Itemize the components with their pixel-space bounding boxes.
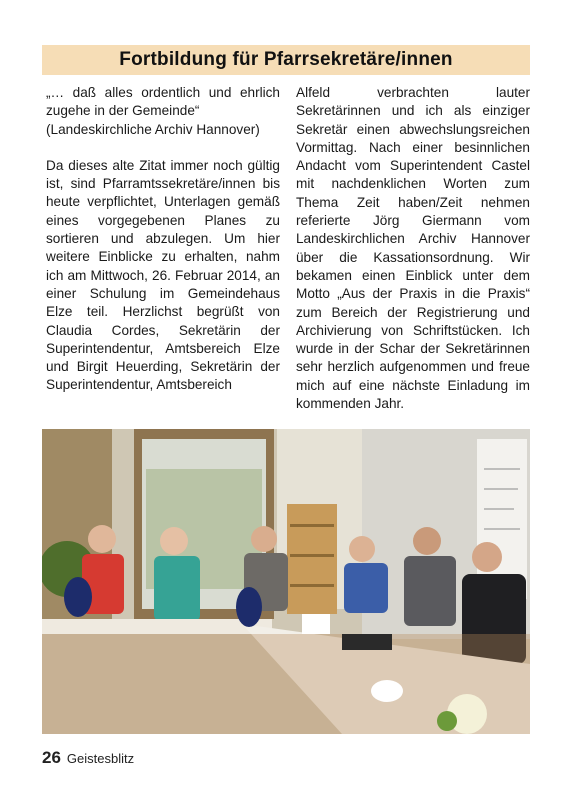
meeting-photo	[42, 429, 530, 734]
title-bar	[42, 45, 530, 75]
page-footer	[42, 748, 134, 768]
article-body-left: Da dieses alte Zitat immer noch gültig ist, sind Pfarramtssekretäre/innen bis heute verpflichtet, Unterlagen gemäß eines vorgegebenen Planes zu sortieren und abzulegen. Um hier weitere Einblicke zu erhalten, nahm ich am Mittwoch, 26. Februar 2014, an einer Schulung im Gemeindehaus Elze teil. Herzlichst begrüßt von Claudia Cordes, Sekretärin der Superintendentur, Amtsbereich Elze und Birgit Heuerding, Sekretärin der Superintendentur, Amtsbereich	[46, 157, 280, 393]
page-number: 26	[42, 748, 61, 767]
article-body-right: Alfeld verbrachten lauter Sekretärinnen und ich als einziger Sekretär einen abwechslungsreichen Vormittag. Nach einer besinnlichen Andacht vom Superintendent Castel mit nachdenklichen Worten zum Thema Zeit haben/Zeit nehmen referierte Jörg Giermann vom Landeskirchlichen Archiv Hannover über die Kassationsordnung. Wir bekamen einen Einblick unter dem Motto „Aus der Praxis in die Praxis“ zum Bereich der Registrierung und Archivierung von Schriftstücken. Ich wurde in der Schar der Sekretärinnen sehr herzlich aufgenommen und freue mich auf eine nächste Einladung im kommenden Jahr.	[296, 85, 530, 412]
intro-quote: „… daß alles ordentlich und ehrlich zugehe in der Gemeinde“	[46, 85, 280, 119]
publication-name: Geistesblitz	[66, 751, 135, 766]
column-right	[296, 84, 530, 414]
article-columns	[46, 84, 530, 414]
quote-source: (Landeskirchliche Archiv Hannover)	[46, 121, 260, 137]
column-left	[46, 84, 280, 414]
page-title: Fortbildung für Pfarrsekretäre/innen	[119, 49, 453, 70]
meeting-photo-illustration	[42, 429, 530, 734]
